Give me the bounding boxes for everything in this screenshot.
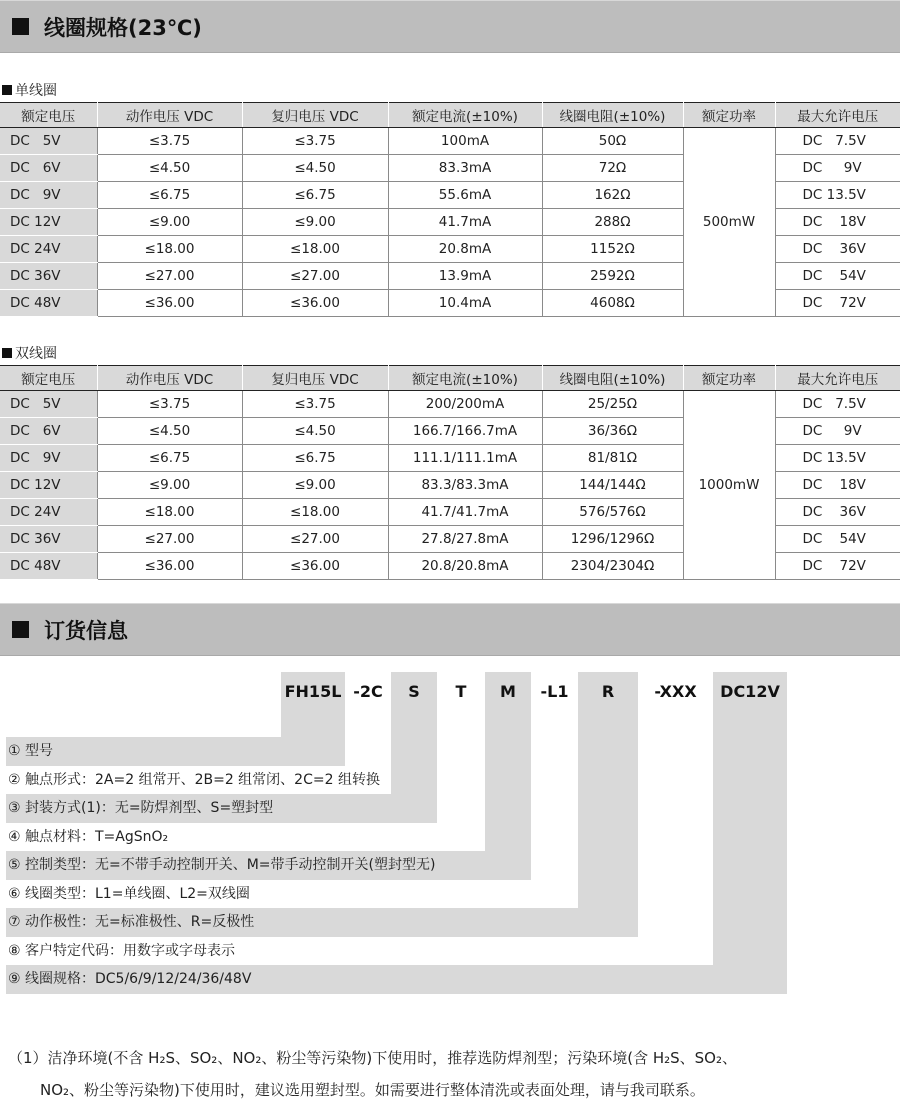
pickup-voltage-cell: ≤4.50 [97,418,242,445]
release-voltage-cell: ≤27.00 [242,526,388,553]
code-segment-label: FH15L [284,682,342,701]
release-voltage-cell: ≤36.00 [242,553,388,580]
code-item-description: ③ 封装方式(1)：无=防焊剂型、S=塑封型 [8,800,274,816]
column-header: 动作电压 VDC [97,103,242,128]
code-segment-label: M [500,682,516,701]
square-bullet-icon [12,621,29,638]
column-header: 复归电压 VDC [242,103,388,128]
column-header: 额定电流(±10%) [388,366,542,391]
code-segment-label: DC12V [720,682,780,701]
rated-voltage-cell: DC 24V [0,499,97,526]
max-voltage-cell: DC 13.5V [775,445,900,472]
code-item-description: ⑥ 线圈类型：L1=单线圈、L2=双线圈 [8,885,250,902]
max-voltage-cell: DC 54V [775,526,900,553]
rated-voltage-cell: DC 5V [0,128,97,155]
code-item-description: ⑤ 控制类型：无=不带手动控制开关、M=带手动控制开关(塑封型无) [8,857,436,873]
coil-resistance-cell: 25/25Ω [542,391,683,418]
max-voltage-cell: DC 18V [775,472,900,499]
code-connector-strip [713,672,787,994]
rated-voltage-cell: DC 36V [0,263,97,290]
pickup-voltage-cell: ≤6.75 [97,445,242,472]
rated-voltage-cell: DC 9V [0,182,97,209]
release-voltage-cell: ≤18.00 [242,499,388,526]
rated-voltage-cell: DC 48V [0,553,97,580]
release-voltage-cell: ≤6.75 [242,445,388,472]
release-voltage-cell: ≤18.00 [242,236,388,263]
rated-current-cell: 41.7/41.7mA [388,499,542,526]
code-item-description: ② 触点形式：2A=2 组常开、2B=2 组常闭、2C=2 组转换 [8,771,380,788]
coil-resistance-cell: 2304/2304Ω [542,553,683,580]
rated-power-cell: 1000mW [683,391,775,580]
code-segment-label: T [455,682,467,701]
release-voltage-cell: ≤3.75 [242,391,388,418]
note-line-1: （1）洁净环境(不含 H₂S、SO₂、NO₂、粉尘等污染物)下使用时，推荐选防焊剂型；污染环境(含 H₂S、SO₂、 [8,1049,737,1067]
rated-current-cell: 100mA [388,128,542,155]
max-voltage-cell: DC 72V [775,553,900,580]
pickup-voltage-cell: ≤4.50 [97,155,242,182]
coil-spec-section-header [0,0,900,53]
code-connector-strip [578,672,638,937]
pickup-voltage-cell: ≤9.00 [97,209,242,236]
rated-current-cell: 13.9mA [388,263,542,290]
rated-voltage-cell: DC 24V [0,236,97,263]
coil-resistance-cell: 72Ω [542,155,683,182]
code-item-description: ④ 触点材料：T=AgSnO₂ [8,828,169,845]
pickup-voltage-cell: ≤18.00 [97,499,242,526]
column-header: 复归电压 VDC [242,366,388,391]
coil-spec-title: 线圈规格(23℃) [44,16,202,40]
rated-current-cell: 20.8mA [388,236,542,263]
coil-resistance-cell: 162Ω [542,182,683,209]
ordering-section-header [0,603,900,656]
code-segment-label: -2C [353,682,383,701]
code-item-description: ⑧ 客户特定代码：用数字或字母表示 [8,942,236,959]
code-segment-label: -L1 [540,682,569,701]
code-connector-strip [485,672,531,880]
square-bullet-icon [12,18,29,35]
table-header-row [0,366,900,391]
max-voltage-cell: DC 7.5V [775,391,900,418]
rated-voltage-cell: DC 12V [0,472,97,499]
max-voltage-cell: DC 7.5V [775,128,900,155]
max-voltage-cell: DC 54V [775,263,900,290]
coil-resistance-cell: 288Ω [542,209,683,236]
pickup-voltage-cell: ≤3.75 [97,391,242,418]
release-voltage-cell: ≤9.00 [242,472,388,499]
rated-voltage-cell: DC 36V [0,526,97,553]
column-header: 额定电流(±10%) [388,103,542,128]
pickup-voltage-cell: ≤27.00 [97,526,242,553]
max-voltage-cell: DC 9V [775,418,900,445]
code-segment-label: R [601,682,615,701]
code-item-description: ⑨ 线圈规格：DC5/6/9/12/24/36/48V [8,971,252,987]
pickup-voltage-cell: ≤18.00 [97,236,242,263]
code-item-bar [6,737,345,766]
column-header: 额定功率 [683,103,775,128]
rated-power-cell: 500mW [683,128,775,317]
code-item-description: ⑦ 动作极性：无=标准极性、R=反极性 [8,914,255,930]
column-header: 额定电压 [0,103,97,128]
column-header: 额定电压 [0,366,97,391]
coil-resistance-cell: 2592Ω [542,263,683,290]
max-voltage-cell: DC 9V [775,155,900,182]
note-line-2: NO₂、粉尘等污染物)下使用时，建议选用塑封型。如需要进行整体清洗或表面处理，请与我司联系。 [40,1081,705,1099]
release-voltage-cell: ≤4.50 [242,418,388,445]
coil-resistance-cell: 576/576Ω [542,499,683,526]
rated-current-cell: 200/200mA [388,391,542,418]
rated-voltage-cell: DC 12V [0,209,97,236]
release-voltage-cell: ≤36.00 [242,290,388,317]
column-header: 最大允许电压 [775,366,900,391]
rated-voltage-cell: DC 9V [0,445,97,472]
table-row [0,391,900,418]
coil-resistance-cell: 1152Ω [542,236,683,263]
pickup-voltage-cell: ≤36.00 [97,290,242,317]
column-header: 额定功率 [683,366,775,391]
code-segment-label: -XXX [654,682,697,701]
rated-current-cell: 20.8/20.8mA [388,553,542,580]
release-voltage-cell: ≤3.75 [242,128,388,155]
coil-resistance-cell: 1296/1296Ω [542,526,683,553]
pickup-voltage-cell: ≤6.75 [97,182,242,209]
table-row [0,128,900,155]
square-bullet-icon [2,85,12,95]
coil-resistance-cell: 4608Ω [542,290,683,317]
double-coil-label: 双线圈 [2,343,57,363]
rated-voltage-cell: DC 48V [0,290,97,317]
max-voltage-cell: DC 36V [775,499,900,526]
max-voltage-cell: DC 18V [775,209,900,236]
column-header: 动作电压 VDC [97,366,242,391]
coil-resistance-cell: 36/36Ω [542,418,683,445]
pickup-voltage-cell: ≤3.75 [97,128,242,155]
release-voltage-cell: ≤6.75 [242,182,388,209]
coil-resistance-cell: 81/81Ω [542,445,683,472]
double-coil-table [0,365,900,580]
rated-current-cell: 55.6mA [388,182,542,209]
rated-voltage-cell: DC 6V [0,155,97,182]
single-coil-table [0,102,900,317]
rated-current-cell: 83.3/83.3mA [388,472,542,499]
pickup-voltage-cell: ≤9.00 [97,472,242,499]
max-voltage-cell: DC 72V [775,290,900,317]
code-item-description: ① 型号 [8,743,54,759]
square-bullet-icon [2,348,12,358]
table-header-row [0,103,900,128]
column-header: 线圈电阻(±10%) [542,103,683,128]
rated-current-cell: 41.7mA [388,209,542,236]
rated-current-cell: 83.3mA [388,155,542,182]
rated-voltage-cell: DC 6V [0,418,97,445]
coil-resistance-cell: 144/144Ω [542,472,683,499]
rated-current-cell: 10.4mA [388,290,542,317]
code-segment-label: S [408,682,420,701]
ordering-title: 订货信息 [44,619,128,643]
rated-current-cell: 166.7/166.7mA [388,418,542,445]
max-voltage-cell: DC 13.5V [775,182,900,209]
max-voltage-cell: DC 36V [775,236,900,263]
rated-current-cell: 111.1/111.1mA [388,445,542,472]
pickup-voltage-cell: ≤36.00 [97,553,242,580]
pickup-voltage-cell: ≤27.00 [97,263,242,290]
release-voltage-cell: ≤4.50 [242,155,388,182]
coil-resistance-cell: 50Ω [542,128,683,155]
column-header: 最大允许电压 [775,103,900,128]
release-voltage-cell: ≤27.00 [242,263,388,290]
rated-current-cell: 27.8/27.8mA [388,526,542,553]
single-coil-label: 单线圈 [2,80,57,100]
rated-voltage-cell: DC 5V [0,391,97,418]
release-voltage-cell: ≤9.00 [242,209,388,236]
column-header: 线圈电阻(±10%) [542,366,683,391]
